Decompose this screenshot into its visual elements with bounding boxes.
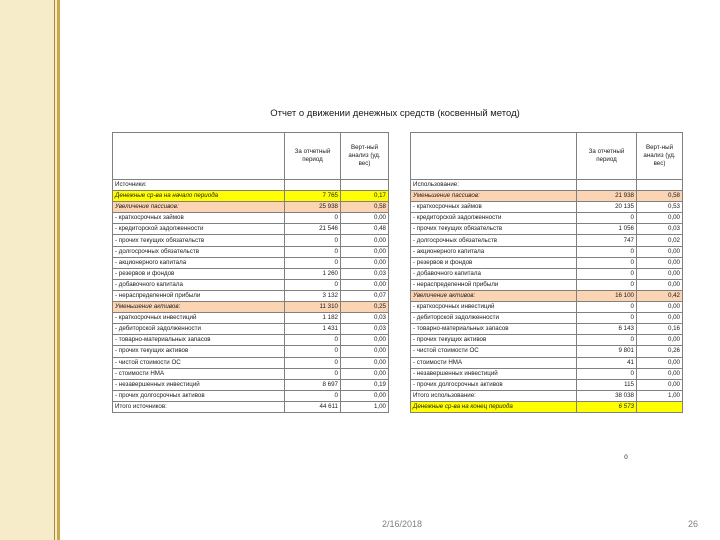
uses-header-vertical: Верт-ный анализ (уд. вес) [637,133,683,180]
sources-row [113,290,389,301]
uses-row-value: 9 801 [577,346,637,357]
uses-row-label: - добавочного капитала [411,268,577,279]
uses-row-label: - товарно-материальных запасов [411,324,577,335]
sources-row-label: - долгосрочных обязательств [113,246,285,257]
uses-row-value: 747 [577,235,637,246]
uses-section-empty-share [637,180,683,191]
sources-row [113,401,389,412]
uses-row-label: - незавершенных инвестиций [411,368,577,379]
sources-row-share: 0,00 [341,335,389,346]
uses-row-label: - краткосрочных инвестиций [411,302,577,313]
uses-section-label: Использование: [411,180,577,191]
uses-row-value: 6 573 [577,401,637,412]
sources-row-value: 0 [285,213,341,224]
sources-row-share: 0,00 [341,357,389,368]
uses-row-value: 115 [577,379,637,390]
uses-row [411,401,683,412]
uses-row-share: 0,00 [637,213,683,224]
sources-row-value: 44 611 [285,401,341,412]
sources-row-share: 0,03 [341,324,389,335]
sources-row [113,346,389,357]
uses-row-value: 6 143 [577,324,637,335]
page-number: 26 [688,519,699,529]
decorative-side-strip [0,0,60,540]
uses-row-value: 21 938 [577,191,637,202]
uses-row [411,202,683,213]
sources-row [113,357,389,368]
uses-row-value: 0 [577,368,637,379]
uses-row-value: 41 [577,357,637,368]
uses-header-period: За отчетный период [577,133,637,180]
uses-row [411,324,683,335]
sources-section-label: Источники: [113,180,285,191]
uses-header-blank [411,133,577,180]
sources-row-share: 0,07 [341,290,389,301]
uses-row [411,191,683,202]
uses-row-label: - стоимости НМА [411,357,577,368]
uses-row [411,268,683,279]
uses-row-share: 0,00 [637,268,683,279]
sources-row-value: 0 [285,346,341,357]
uses-row-value: 16 100 [577,290,637,301]
sources-row-label: Итого источников: [113,401,285,412]
uses-row-value: 1 056 [577,224,637,235]
end-balance-check-value: 0 [624,454,628,461]
sources-row-value: 0 [285,279,341,290]
report-title: Отчет о движении денежных средств (косвенный метод) [270,108,520,119]
sources-row [113,224,389,235]
uses-row-share: 0,00 [637,379,683,390]
sources-row [113,268,389,279]
sources-header-blank [113,133,285,180]
uses-row-share: 0,00 [637,357,683,368]
sources-header-row [113,133,389,180]
sources-row-label: - акционерного капитала [113,257,285,268]
uses-row [411,357,683,368]
uses-row-label: - краткосрочных займов [411,202,577,213]
uses-row-label: - нераспределенной прибыли [411,279,577,290]
sources-row [113,202,389,213]
sources-row-share: 0,00 [341,246,389,257]
uses-section-row [411,180,683,191]
uses-row [411,224,683,235]
sources-row-value: 7 765 [285,191,341,202]
uses-row-share: 0,00 [637,302,683,313]
uses-row-share: 0,00 [637,279,683,290]
sources-section-empty-value [285,180,341,191]
sources-row-share: 0,03 [341,313,389,324]
uses-row-value: 0 [577,246,637,257]
uses-row-label: - чистой стоимости ОС [411,346,577,357]
sources-row-share: 0,19 [341,379,389,390]
sources-row-share: 0,58 [341,202,389,213]
sources-row [113,235,389,246]
uses-row-value: 0 [577,335,637,346]
uses-row [411,235,683,246]
sources-row-share: 0,00 [341,368,389,379]
sources-row-value: 0 [285,390,341,401]
sources-row-share: 0,17 [341,191,389,202]
sources-row-value: 8 697 [285,379,341,390]
uses-row-share: 1,00 [637,390,683,401]
sources-row-share: 0,00 [341,346,389,357]
uses-row-label: - прочих долгосрочных активов [411,379,577,390]
uses-row-label: Денежные ср-ва на конец периода [411,401,577,412]
uses-row-share: 0,16 [637,324,683,335]
uses-row-share [637,401,683,412]
uses-row-label: Увеличение активов: [411,290,577,301]
uses-row-label: - прочих текущих обязательств [411,224,577,235]
uses-row-share: 0,00 [637,368,683,379]
sources-row-share: 0,48 [341,224,389,235]
sources-row-label: - кредиторской задолженности [113,224,285,235]
sources-row [113,379,389,390]
uses-row [411,379,683,390]
sources-row-share: 0,03 [341,268,389,279]
sources-row [113,390,389,401]
uses-row [411,257,683,268]
uses-row-share: 0,00 [637,313,683,324]
uses-row-value: 0 [577,268,637,279]
uses-row [411,246,683,257]
sources-row-label: - прочих долгосрочных активов [113,390,285,401]
sources-row-share: 0,00 [341,213,389,224]
sources-row-label: - дебиторской задолженности [113,324,285,335]
sources-row-label: Денежные ср-ва на начало периода [113,191,285,202]
sources-row-label: - чистой стоимости ОС [113,357,285,368]
uses-row-label: - долгосрочных обязательств [411,235,577,246]
uses-row-value: 0 [577,257,637,268]
uses-row-label: Уменьшение пассивов: [411,191,577,202]
uses-row-share: 0,00 [637,335,683,346]
uses-row-label: Итого использование: [411,390,577,401]
uses-row-share: 0,42 [637,290,683,301]
uses-row-label: - дебиторской задолженности [411,313,577,324]
uses-row [411,313,683,324]
sources-header-vertical: Верт-ный анализ (уд. вес) [341,133,389,180]
uses-row-share: 0,53 [637,202,683,213]
uses-row-label: - кредиторской задолженности [411,213,577,224]
sources-row [113,335,389,346]
sources-row-label: - товарно-материальных запасов [113,335,285,346]
sources-row-label: Уменьшение активов: [113,302,285,313]
uses-row-value: 0 [577,213,637,224]
sources-row-value: 1 431 [285,324,341,335]
sources-row-share: 0,00 [341,235,389,246]
sources-row [113,257,389,268]
sources-row [113,246,389,257]
sources-row-label: - краткосрочных займов [113,213,285,224]
sources-table [112,132,389,413]
sources-row-label: - стоимости НМА [113,368,285,379]
uses-row-value: 0 [577,313,637,324]
uses-row-label: - акционерного капитала [411,246,577,257]
uses-row [411,368,683,379]
uses-row-label: - резервов и фондов [411,257,577,268]
uses-row-value: 0 [577,302,637,313]
sources-row-value: 0 [285,368,341,379]
uses-row [411,390,683,401]
uses-row-value: 20 135 [577,202,637,213]
uses-section-empty-value [577,180,637,191]
uses-row-label: - прочих текущих активов [411,335,577,346]
sources-row-share: 0,00 [341,257,389,268]
uses-row-value: 0 [577,279,637,290]
uses-row [411,302,683,313]
uses-row-share: 0,02 [637,235,683,246]
sources-row [113,368,389,379]
uses-row [411,290,683,301]
uses-table [410,132,683,413]
sources-row-value: 3 132 [285,290,341,301]
uses-row-share: 0,00 [637,246,683,257]
sources-row-value: 21 546 [285,224,341,235]
sources-row [113,302,389,313]
uses-row-share: 0,03 [637,224,683,235]
sources-row-share: 0,25 [341,302,389,313]
footer-date: 2/16/2018 [382,519,423,529]
sources-row-value: 0 [285,235,341,246]
sources-row-value: 1 182 [285,313,341,324]
sources-row-value: 0 [285,357,341,368]
uses-row-share: 0,00 [637,257,683,268]
sources-header-period: За отчетный период [285,133,341,180]
sources-row-share: 1,00 [341,401,389,412]
sources-row [113,279,389,290]
sources-row-share: 0,00 [341,390,389,401]
sources-row [113,324,389,335]
sources-row-label: - нераспределенной прибыли [113,290,285,301]
uses-row-share: 0,58 [637,191,683,202]
sources-row-label: Увеличение пассивов: [113,202,285,213]
uses-row [411,213,683,224]
sources-row-label: - прочих текущих обязательств [113,235,285,246]
uses-row-value: 38 038 [577,390,637,401]
sources-row-label: - краткосрочных инвестиций [113,313,285,324]
sources-row [113,191,389,202]
sources-row-label: - добавочного капитала [113,279,285,290]
uses-row-share: 0,26 [637,346,683,357]
uses-header-row [411,133,683,180]
uses-row [411,346,683,357]
sources-row-value: 1 260 [285,268,341,279]
sources-row-value: 0 [285,257,341,268]
sources-row-value: 0 [285,246,341,257]
sources-row [113,313,389,324]
sources-row-label: - незавершенных инвестиций [113,379,285,390]
sources-row-value: 25 938 [285,202,341,213]
sources-row-value: 0 [285,335,341,346]
sources-row-label: - резервов и фондов [113,268,285,279]
sources-row-value: 11 310 [285,302,341,313]
uses-row [411,279,683,290]
sources-section-empty-share [341,180,389,191]
sources-row-share: 0,00 [341,279,389,290]
sources-section-row [113,180,389,191]
sources-row [113,213,389,224]
sources-row-label: - прочих текущих активов [113,346,285,357]
uses-row [411,335,683,346]
